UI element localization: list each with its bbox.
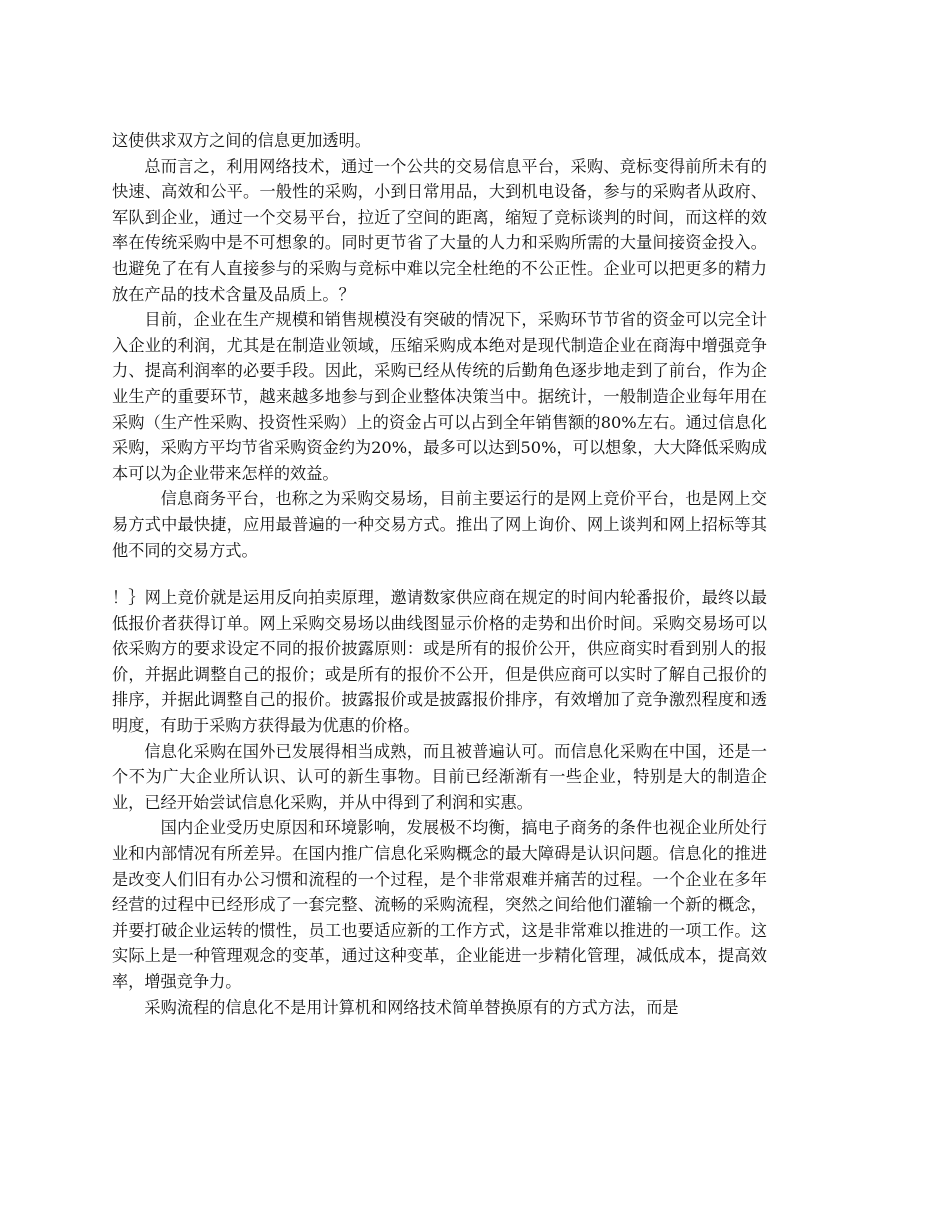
paragraph-summary: 总而言之，利用网络技术，通过一个公共的交易信息平台，采购、竞标变得前所未有的快速、高效和公平。一般性的采购，小到日常用品，大到机电设备，参与的采购者从政府、军队到企业，通过一个交易平台，拉近了空间的距离，缩短了竞标谈判的时间，而这样的效率在传统采购中是不可想象的。同时更节省了大量的人力和采购所需的大量间接资金投入。也避免了在有人直接参与的采购与竞标中难以完全杜绝的不公正性。企业可以把更多的精力放在产品的技术含量及品质上。？ (112, 156, 767, 304)
paragraph-cost-savings: 目前，企业在生产规模和销售规模没有突破的情况下，采购环节节省的资金可以完全计入企业的利润，尤其是在制造业领域，压缩采购成本绝对是现代制造企业在商海中增强竞争力、提高利润率的必要手段。因此，采购已经从传统的后勤角色逐步地走到了前台，作为企业生产的重要环节，越来越多地参与到企业整体决策当中。据统计，一般制造企业每年用在采购（生产性采购、投资性采购）上的资金占可以占到全年销售额的80%左右。通过信息化采购，采购方平均节省采购资金约为20%，最多可以达到50%，可以想象，大大降低采购成本可以为企业带来怎样的效益。 (112, 310, 767, 483)
paragraph-platform: 信息商务平台，也称之为采购交易场，目前主要运行的是网上竞价平台，也是网上交易方式中最快捷，应用最普遍的一种交易方式。推出了网上询价、网上谈判和网上招标等其他不同的交易方式。 (112, 489, 767, 560)
paragraph-domestic-obstacles: 国内企业受历史原因和环境影响，发展极不均衡，搞电子商务的条件也视企业所处行业和内部情况有所差异。在国内推广信息化采购概念的最大障碍是认识问题。信息化的推进是改变人们旧有办公习惯和流程的一个过程，是个非常艰难并痛苦的过程。一个企业在多年经营的过程中已经形成了一套完整、流畅的采购流程，突然之间给他们灌输一个新的概念，并要打破企业运转的惯性，员工也要适应新的工作方式，这是非常难以推进的一项工作。这实际上是一种管理观念的变革，通过这种变革，企业能进一步精化管理，减低成本，提高效率，增强竞争力。 (112, 818, 767, 991)
document-body (112, 128, 767, 1020)
paragraph-continuation: 这使供求双方之间的信息更加透明。 (112, 131, 371, 150)
paragraph-adoption: 信息化采购在国外已发展得相当成熟，而且被普遍认可。而信息化采购在中国，还是一个不为广大企业所认识、认可的新生事物。目前已经渐渐有一些企业，特别是大的制造企业，已经开始尝试信息化采购，并从中得到了利润和实惠。 (112, 741, 767, 812)
paragraph-online-bidding: ！｝网上竞价就是运用反向拍卖原理，邀请数家供应商在规定的时间内轮番报价，最终以最低报价者获得订单。网上采购交易场以曲线图显示价格的走势和出价时间。采购交易场可以依采购方的要求设定不同的报价披露原则：或是所有的报价公开，供应商实时看到别人的报价，并据此调整自己的报价；或是所有的报价不公开，但是供应商可以实时了解自己报价的排序，并据此调整自己的报价。披露报价或是披露报价排序，有效增加了竞争激烈程度和透明度，有助于采购方获得最为优惠的价格。 (112, 588, 767, 736)
paragraph-process-informatization: 采购流程的信息化不是用计算机和网络技术简单替换原有的方式方法，而是 (144, 997, 679, 1017)
